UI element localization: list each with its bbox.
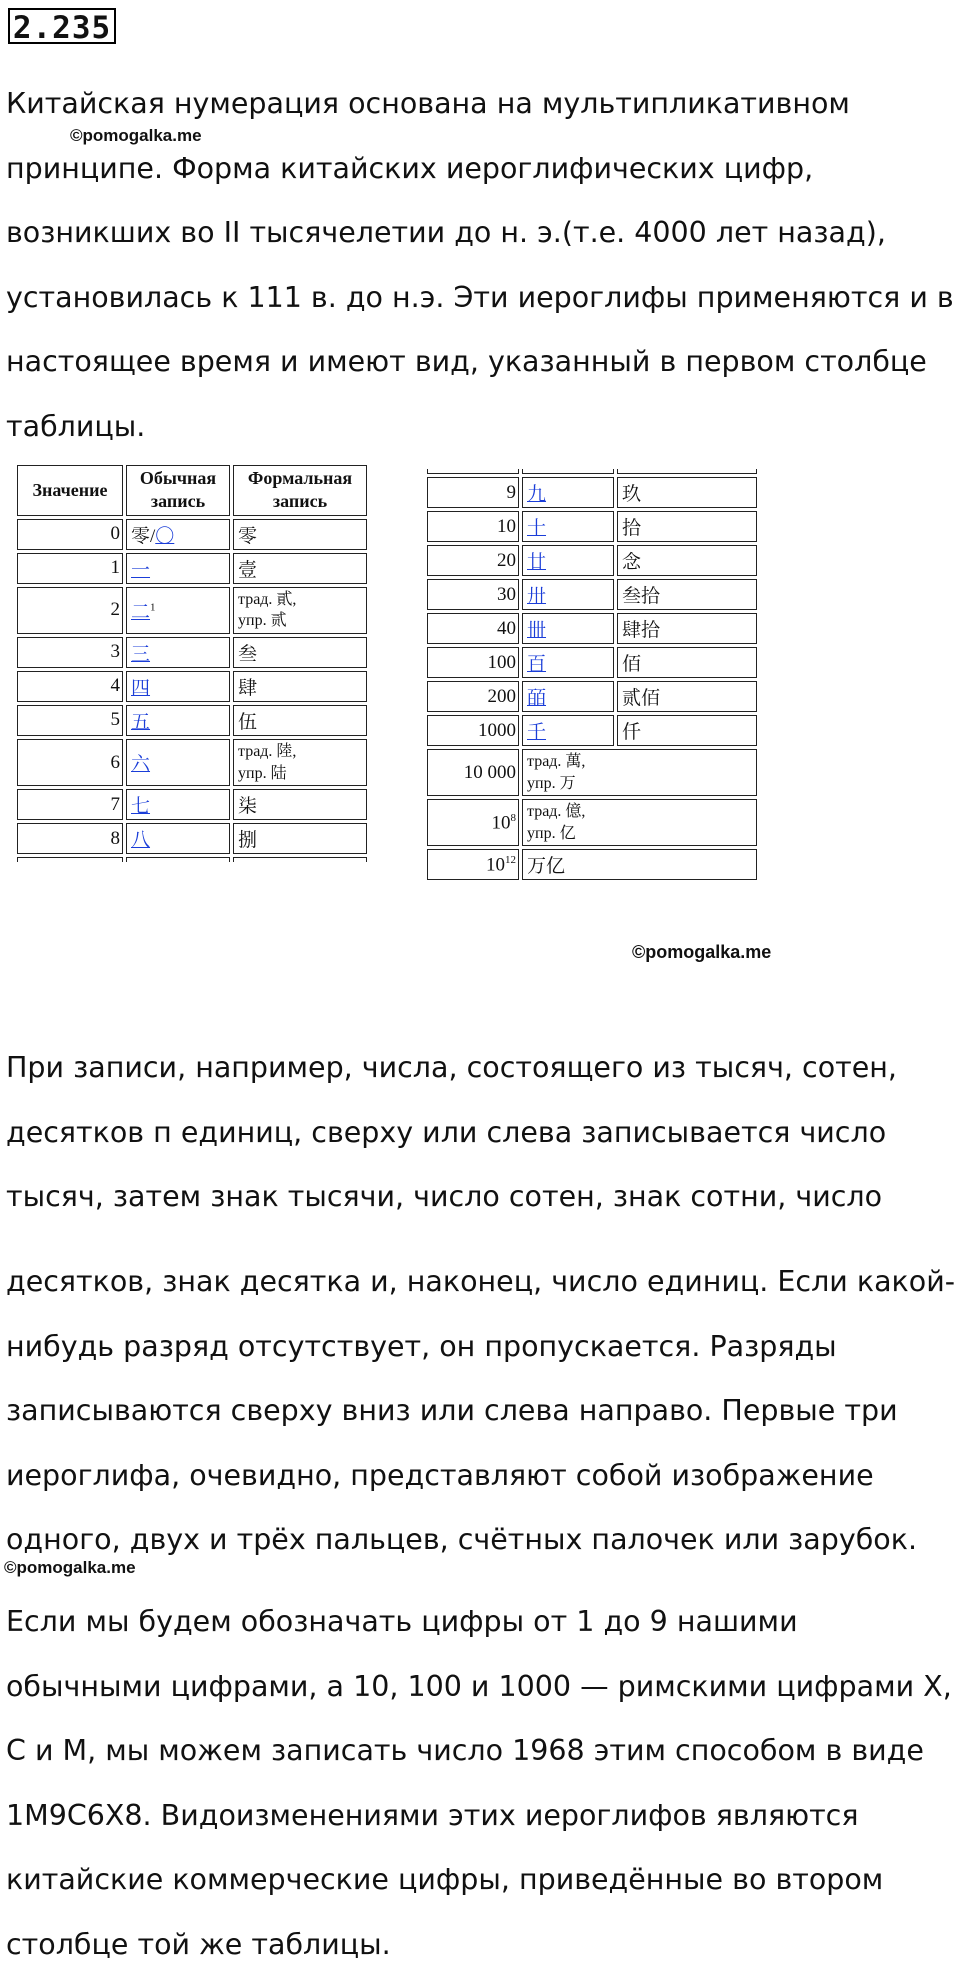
table-cut-edge [17, 857, 367, 862]
cell-value: 1000 [427, 715, 519, 746]
cell-ordinary [522, 511, 614, 542]
ordinary-link[interactable]: 四 [131, 678, 150, 699]
ordinary-link[interactable]: 七 [131, 796, 150, 817]
cell-ordinary [126, 739, 230, 786]
cell-value: 9 [427, 477, 519, 508]
text-line: С и М, мы можем записать число 1968 этим способом в виде [6, 1719, 960, 1784]
text-line: записываются сверху вниз или слева направо. Первые три [6, 1379, 960, 1444]
cell-formal: 拾 [617, 511, 757, 542]
ordinary-link[interactable]: 卅 [527, 586, 546, 607]
cell-value: 10 000 [427, 749, 519, 796]
text-line: столбце той же таблицы. [6, 1913, 960, 1977]
table-row [427, 799, 757, 846]
cell-formal: 柒 [233, 789, 367, 820]
cell-value: 200 [427, 681, 519, 712]
table-row [427, 477, 757, 508]
cell-formal: 佰 [617, 647, 757, 678]
text-line: При записи, например, числа, состоящего из тысяч, сотен, [6, 1036, 960, 1101]
header-formal: Формальная запись [233, 465, 367, 516]
cell-span-text: 万亿 [522, 849, 757, 880]
cell-ordinary [522, 579, 614, 610]
value-base: 10 [486, 854, 505, 875]
table-cut-edge [427, 469, 757, 474]
text-line: 1М9С6Х8. Видоизменениями этих иероглифов являются [6, 1784, 960, 1849]
cell-value: 10 [427, 511, 519, 542]
cell-value: 0 [17, 519, 123, 550]
cell-formal: 零 [233, 519, 367, 550]
body-paragraph-2 [6, 1250, 960, 1573]
ordinary-link[interactable]: 二 [131, 602, 150, 623]
cell-ordinary [126, 553, 230, 584]
cell-value: 4 [17, 671, 123, 702]
ordinary-link[interactable]: 廿 [527, 552, 546, 573]
body-paragraph-1 [6, 1036, 960, 1230]
watermark: ©pomogalka.me [632, 942, 771, 963]
span-trad: трад. 億, [527, 801, 752, 823]
text-line: таблицы. [6, 395, 960, 460]
span-simpl: упр. 万 [527, 773, 752, 795]
table-row [427, 681, 757, 712]
cell-formal: 仟 [617, 715, 757, 746]
cell-value [427, 799, 519, 846]
cell-ordinary [126, 705, 230, 736]
cell-formal: 贰佰 [617, 681, 757, 712]
table-row [17, 739, 367, 786]
table-row [17, 671, 367, 702]
table-row [427, 613, 757, 644]
cell-value: 8 [17, 823, 123, 854]
cell-ordinary [522, 613, 614, 644]
ordinary-link[interactable]: 十 [527, 518, 546, 539]
cell-ordinary [522, 477, 614, 508]
cell-formal: 肆 [233, 671, 367, 702]
task-number: 2.235 [8, 8, 116, 44]
text-line: принципе. Форма китайских иероглифических цифр, [6, 137, 960, 202]
cell-value [427, 849, 519, 880]
cell-formal: 伍 [233, 705, 367, 736]
table-row [17, 587, 367, 634]
text-line: возникших во II тысячелетии до н. э.(т.е. 4000 лет назад), [6, 201, 960, 266]
ordinary-text: 零/ [131, 526, 155, 547]
ordinary-link[interactable]: 六 [131, 754, 150, 775]
value-base: 10 [492, 812, 511, 833]
table-row [17, 519, 367, 550]
text-line: иероглифа, очевидно, представляют собой изображение [6, 1444, 960, 1509]
text-line: десятков, знак десятка и, наконец, число единиц. Если какой- [6, 1250, 960, 1315]
table-row [17, 553, 367, 584]
ordinary-link[interactable]: 八 [131, 830, 150, 851]
span-trad: трад. 萬, [527, 751, 752, 773]
table-row [17, 637, 367, 668]
cell-ordinary [126, 587, 230, 634]
cell-ordinary [522, 545, 614, 576]
cell-formal [233, 739, 367, 786]
ordinary-link[interactable]: 皕 [527, 688, 546, 709]
ordinary-link[interactable]: 五 [131, 712, 150, 733]
formal-trad: трад. 陸, [238, 741, 362, 763]
text-line: тысяч, затем знак тысячи, число сотен, знак сотни, число [6, 1165, 960, 1230]
ordinary-link[interactable]: 九 [527, 484, 546, 505]
table-row [17, 823, 367, 854]
text-line: китайские коммерческие цифры, приведённые во втором [6, 1848, 960, 1913]
table-row [427, 715, 757, 746]
cell-value: 100 [427, 647, 519, 678]
cell-value: 1 [17, 553, 123, 584]
watermark: ©pomogalka.me [4, 1558, 136, 1578]
text-line: настоящее время и имеют вид, указанный в первом столбце [6, 330, 960, 395]
formal-trad: трад. 貳, [238, 589, 362, 611]
table-header-row [17, 465, 367, 516]
header-ordinary: Обычная запись [126, 465, 230, 516]
formal-simpl: упр. 贰 [238, 610, 362, 632]
cell-ordinary [126, 519, 230, 550]
text-line: обычными цифрами, а 10, 100 и 1000 — римскими цифрами X, [6, 1655, 960, 1720]
value-exponent: 8 [511, 812, 517, 824]
cell-ordinary [522, 681, 614, 712]
header-value: Значение [17, 465, 123, 516]
cell-ordinary [126, 671, 230, 702]
cell-value: 30 [427, 579, 519, 610]
cell-value: 40 [427, 613, 519, 644]
cell-span-text [522, 799, 757, 846]
table-row [17, 705, 367, 736]
value-exponent: 12 [505, 854, 516, 866]
body-paragraph-3 [6, 1590, 960, 1977]
watermark: ©pomogalka.me [70, 126, 202, 146]
cell-formal: 叁拾 [617, 579, 757, 610]
table-row [427, 579, 757, 610]
text-line: одного, двух и трёх пальцев, счётных палочек или зарубок. [6, 1508, 960, 1573]
cell-value: 3 [17, 637, 123, 668]
text-line: Если мы будем обозначать цифры от 1 до 9 нашими [6, 1590, 960, 1655]
table-row [427, 749, 757, 796]
cell-ordinary [126, 823, 230, 854]
cell-value: 5 [17, 705, 123, 736]
ordinary-link[interactable]: 百 [527, 654, 546, 675]
table-row [427, 647, 757, 678]
cell-value: 20 [427, 545, 519, 576]
cell-formal: 壹 [233, 553, 367, 584]
formal-simpl: упр. 陆 [238, 763, 362, 785]
table-row [427, 511, 757, 542]
ordinary-link[interactable]: 千 [527, 722, 546, 743]
cell-formal: 叁 [233, 637, 367, 668]
table-row [427, 545, 757, 576]
table-row [17, 789, 367, 820]
cell-value: 2 [17, 587, 123, 634]
text-line: нибудь разряд отсутствует, он пропускается. Разряды [6, 1315, 960, 1380]
table-row [427, 849, 757, 880]
cell-ordinary [522, 647, 614, 678]
ordinary-link[interactable]: 三 [131, 644, 150, 665]
cell-ordinary [522, 715, 614, 746]
span-simpl: упр. 亿 [527, 823, 752, 845]
cell-formal: 玖 [617, 477, 757, 508]
text-line: установилась к 111 в. до н.э. Эти иероглифы применяются и в [6, 266, 960, 331]
ordinary-link[interactable]: 一 [131, 560, 150, 581]
text-line: Китайская нумерация основана на мультипликативном [6, 72, 960, 137]
cell-ordinary [126, 637, 230, 668]
cell-value: 6 [17, 739, 123, 786]
cell-value: 7 [17, 789, 123, 820]
numerals-table-right [424, 466, 760, 883]
cell-formal: 肆拾 [617, 613, 757, 644]
cell-formal: 捌 [233, 823, 367, 854]
cell-formal: 念 [617, 545, 757, 576]
cell-ordinary [126, 789, 230, 820]
ordinary-link[interactable]: 卌 [527, 620, 546, 641]
cell-formal [233, 587, 367, 634]
ordinary-link[interactable]: 〇 [155, 526, 174, 547]
footnote-mark: 1 [150, 602, 156, 614]
text-line: десятков п единиц, сверху или слева записывается число [6, 1101, 960, 1166]
cell-span-text [522, 749, 757, 796]
numerals-table-left [14, 462, 370, 865]
